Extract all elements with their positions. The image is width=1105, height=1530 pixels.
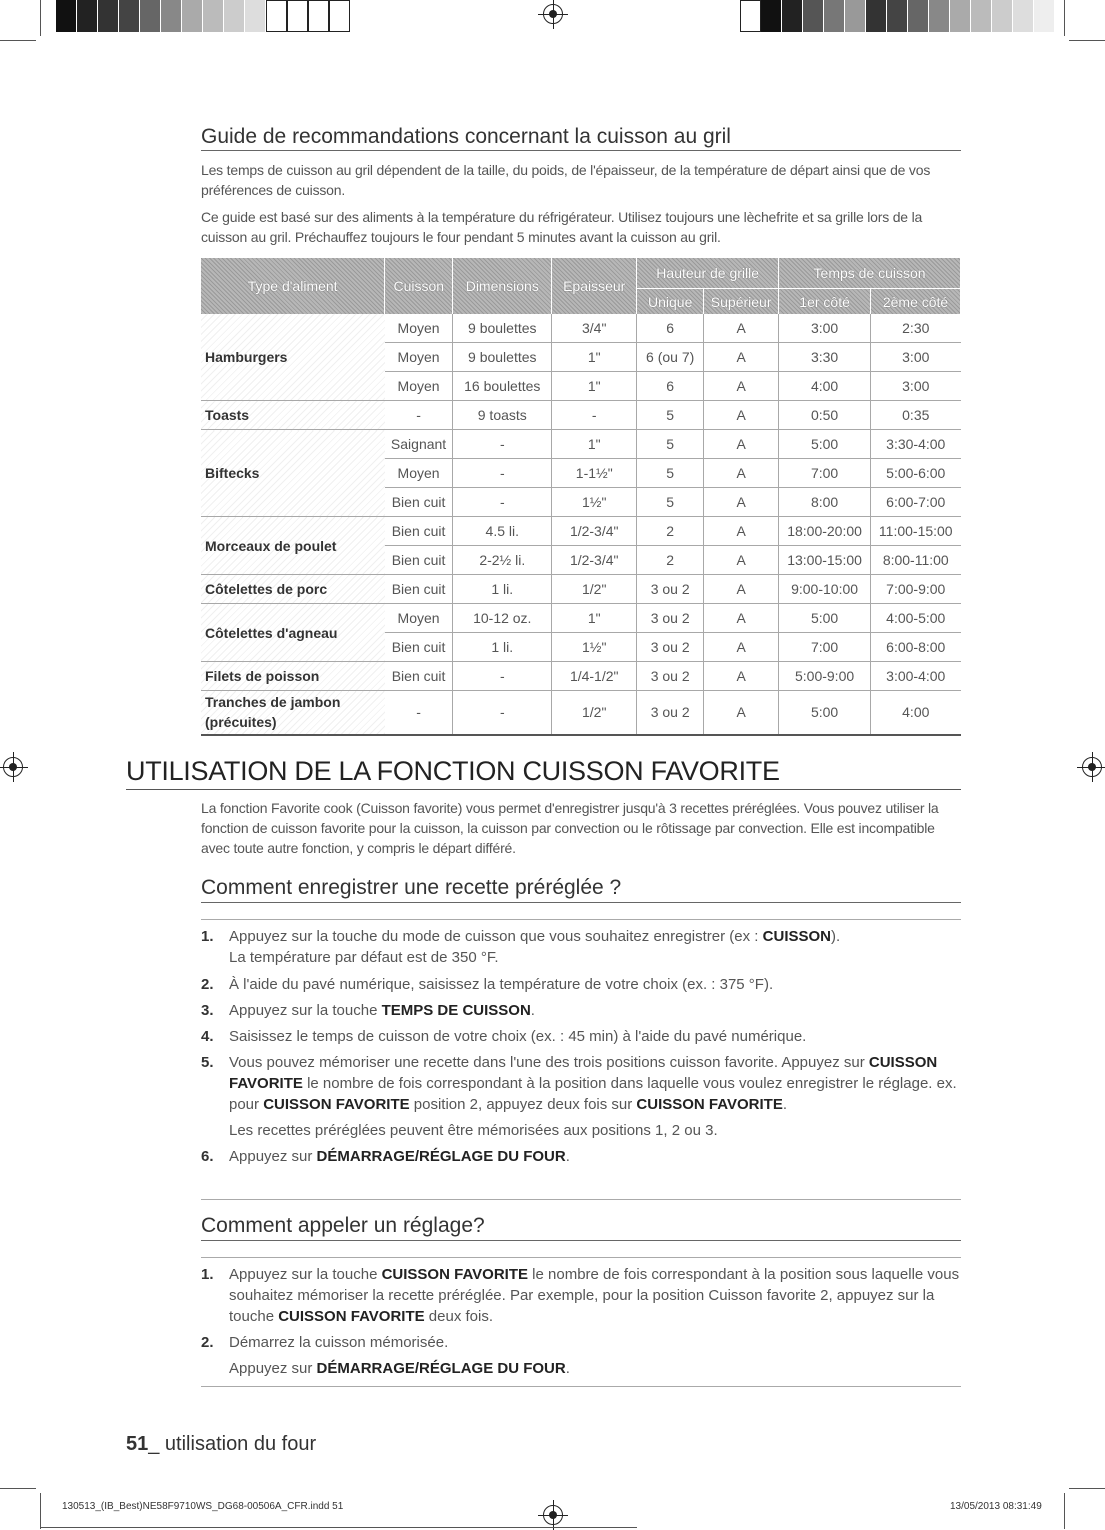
header-epaisseur: Epaisseur (552, 258, 637, 314)
guide-title-rule (201, 150, 961, 151)
table-row (201, 604, 961, 633)
registration-mark-top (543, 4, 563, 24)
registration-mark-left (3, 757, 23, 777)
table-row (201, 401, 961, 430)
table-cell: 1/2" (552, 575, 637, 604)
table-cell: 3:30-4:00 (871, 430, 961, 459)
table-cell: 4.5 li. (453, 517, 552, 546)
table-cell: 0:50 (779, 401, 871, 430)
table-cell: - (453, 662, 552, 691)
table-cell: 3 ou 2 (637, 691, 704, 735)
recall-step-1: 1. Appuyez sur la touche CUISSON FAVORITE le nombre de fois correspondant à la position sous laquelle vous souhaitez mémoriser la recette préréglée. Par exemple, pour la position Cuisson favorite 2, appuyez sur la touche CUISSON FAVORITE deux fois. (201, 1266, 960, 1325)
header-cote1: 1er côté (779, 289, 871, 315)
table-cell: Moyen (385, 372, 453, 401)
crop-mark (1069, 40, 1105, 41)
save-step-5: 5. Vous pouvez mémoriser une recette dans l'une des trois positions cuisson favorite. Appuyez sur CUISSON FAVORITE le nombre de fois correspondant à la position dans laquelle vous voulez enregistrer le réglage. ex. pour CUISSON FAVORITE position 2, appuyez deux fois sur CUISSON FAVORITE. Les recettes préréglées peuvent être mémorisées aux positions 1, 2 ou 3. (201, 1052, 961, 1141)
recall-steps-top-rule (201, 1257, 961, 1258)
table-cell: 7:00-9:00 (871, 575, 961, 604)
table-cell: - (453, 691, 552, 735)
table-cell: 5:00 (779, 691, 871, 735)
table-cell: 18:00-20:00 (779, 517, 871, 546)
table-cell: 5:00-6:00 (871, 459, 961, 488)
table-cell: 0:35 (871, 401, 961, 430)
registration-mark-bottom (543, 1505, 563, 1525)
section-name: _ utilisation du four (148, 1433, 317, 1455)
footer-rule (41, 1527, 637, 1528)
print-date: 13/05/2013 08:31:49 (950, 1501, 1042, 1512)
table-cell: Bien cuit (385, 662, 453, 691)
table-cell: - (453, 459, 552, 488)
table-cell: 1" (552, 372, 637, 401)
table-cell: 1/2-3/4" (552, 546, 637, 575)
recall-steps (201, 1264, 961, 1379)
table-cell: Moyen (385, 604, 453, 633)
guide-note: Ce guide est basé sur des aliments à la température du réfrigérateur. Utilisez toujours une lèchefrite et sa grille lors de la cuisson au gril. Préchauffez toujours le four pendant 5 minutes avant la cuisson au gril. (201, 209, 923, 245)
header-cuisson: Cuisson (385, 258, 453, 314)
main-title: UTILISATION DE LA FONCTION CUISSON FAVORITE (126, 756, 780, 786)
save-step-4: 4. Saisissez le temps de cuisson de votre choix (ex. : 45 min) à l'aide du pavé numérique. (201, 1028, 807, 1045)
crop-mark (40, 1493, 41, 1529)
crop-mark (0, 40, 36, 41)
recall-step-2: 2. Démarrez la cuisson mémorisée. Appuyez sur DÉMARRAGE/RÉGLAGE DU FOUR. (201, 1332, 961, 1379)
table-cell: 4:00 (871, 691, 961, 735)
table-cell: 1/4-1/2" (552, 662, 637, 691)
table-cell: 1/2-3/4" (552, 517, 637, 546)
table-cell: 5:00-9:00 (779, 662, 871, 691)
table-cell: 6:00-7:00 (871, 488, 961, 517)
table-cell: 1" (552, 343, 637, 372)
table-cell: 5 (637, 430, 704, 459)
table-cell: A (704, 662, 779, 691)
table-cell: 3 ou 2 (637, 662, 704, 691)
table-row (201, 691, 961, 735)
table-cell: 1 li. (453, 575, 552, 604)
page-number: 51 (126, 1433, 149, 1455)
table-cell: A (704, 372, 779, 401)
save-step-1: 1. Appuyez sur la touche du mode de cuisson que vous souhaitez enregistrer (ex : CUISSON). La température par défaut est de 350 °F. (201, 926, 961, 968)
table-cell: A (704, 343, 779, 372)
table-cell: - (385, 691, 453, 735)
table-cell: - (552, 401, 637, 430)
header-superieur: Supérieur (704, 289, 779, 315)
table-cell: 6 (637, 314, 704, 343)
table-row (201, 314, 961, 343)
table-cell: A (704, 517, 779, 546)
table-cell: 4:00-5:00 (871, 604, 961, 633)
table-cell: A (704, 691, 779, 735)
table-cell: 1" (552, 604, 637, 633)
food-type: Côtelettes de porc (201, 575, 385, 604)
table-cell: 10-12 oz. (453, 604, 552, 633)
table-cell: A (704, 604, 779, 633)
table-cell: A (704, 546, 779, 575)
table-cell: Moyen (385, 343, 453, 372)
table-cell: 3:00-4:00 (871, 662, 961, 691)
save-title-rule (201, 902, 961, 903)
header-hauteur: Hauteur de grille (637, 258, 779, 289)
save-step-3: 3. Appuyez sur la touche TEMPS DE CUISSON. (201, 1002, 535, 1019)
table-cell: Bien cuit (385, 517, 453, 546)
header-type: Type d'aliment (201, 258, 385, 314)
table-cell: 1½" (552, 488, 637, 517)
save-steps-bottom-rule (201, 1199, 961, 1200)
table-cell: 5:00 (779, 604, 871, 633)
table-cell: 6:00-8:00 (871, 633, 961, 662)
table-cell: 3:30 (779, 343, 871, 372)
table-cell: 11:00-15:00 (871, 517, 961, 546)
table-cell: 1 li. (453, 633, 552, 662)
table-cell: 5 (637, 488, 704, 517)
table-cell: - (453, 488, 552, 517)
table-cell: Bien cuit (385, 546, 453, 575)
header-dimensions: Dimensions (453, 258, 552, 314)
save-step-2: 2. À l'aide du pavé numérique, saisissez la température de votre choix (ex. : 375 °F). (201, 976, 774, 993)
table-cell: 6 (637, 372, 704, 401)
food-type: Côtelettes d'agneau (201, 604, 385, 662)
crop-mark (0, 1488, 36, 1489)
recall-steps-bottom-rule (201, 1386, 961, 1387)
table-row (201, 430, 961, 459)
table-cell: A (704, 633, 779, 662)
table-cell: - (453, 430, 552, 459)
table-row (201, 517, 961, 546)
table-row (201, 662, 961, 691)
color-bar-right (740, 0, 1055, 32)
table-cell: 1" (552, 430, 637, 459)
table-cell: 2 (637, 517, 704, 546)
table-cell: 5 (637, 401, 704, 430)
header-unique: Unique (637, 289, 704, 315)
table-cell: 3:00 (871, 372, 961, 401)
save-step-5-note: Les recettes préréglées peuvent être mémorisées aux positions 1, 2 ou 3. (229, 1122, 718, 1139)
table-cell: 1½" (552, 633, 637, 662)
table-cell: A (704, 430, 779, 459)
table-cell: Moyen (385, 459, 453, 488)
save-title: Comment enregistrer une recette préréglée ? (201, 876, 622, 899)
crop-mark (1064, 0, 1065, 36)
table-cell: 16 boulettes (453, 372, 552, 401)
table-cell: 6 (ou 7) (637, 343, 704, 372)
table-cell: - (385, 401, 453, 430)
table-cell: 4:00 (779, 372, 871, 401)
table-cell: Bien cuit (385, 633, 453, 662)
table-cell: A (704, 575, 779, 604)
table-cell: A (704, 459, 779, 488)
file-info: 130513_(IB_Best)NE58F9710WS_DG68-00506A_CFR.indd 51 (62, 1501, 344, 1512)
save-step-6: 6. Appuyez sur DÉMARRAGE/RÉGLAGE DU FOUR. (201, 1148, 570, 1165)
table-cell: A (704, 401, 779, 430)
table-cell: 3:00 (871, 343, 961, 372)
table-cell: 9 boulettes (453, 343, 552, 372)
table-cell: 5:00 (779, 430, 871, 459)
table-row (201, 575, 961, 604)
table-cell: 2 (637, 546, 704, 575)
table-cell: Bien cuit (385, 488, 453, 517)
recall-title: Comment appeler un réglage? (201, 1214, 485, 1237)
table-cell: 9 toasts (453, 401, 552, 430)
table-cell: 2-2½ li. (453, 546, 552, 575)
food-type: Tranches de jambon (précuites) (201, 691, 385, 735)
color-bar-left (56, 0, 350, 32)
table-cell: Moyen (385, 314, 453, 343)
table-cell: 5 (637, 459, 704, 488)
crop-mark (40, 0, 41, 36)
table-cell: 7:00 (779, 633, 871, 662)
registration-mark-right (1082, 757, 1102, 777)
header-cote2: 2ème côté (871, 289, 961, 315)
food-type: Filets de poisson (201, 662, 385, 691)
table-cell: 9 boulettes (453, 314, 552, 343)
crop-mark (1064, 1493, 1065, 1529)
food-type: Morceaux de poulet (201, 517, 385, 575)
table-cell: 3 ou 2 (637, 575, 704, 604)
main-intro: La fonction Favorite cook (Cuisson favorite) vous permet d'enregistrer jusqu'à 3 recettes préréglées. Vous pouvez utiliser la fonction de cuisson favorite pour la cuisson, la cuisson par convection ou le rôtissage par convection. Elle est incompatible avec toute autre fonction, y compris le départ différé. (201, 800, 939, 856)
table-cell: 3 ou 2 (637, 604, 704, 633)
table-cell: 3/4" (552, 314, 637, 343)
table-cell: 7:00 (779, 459, 871, 488)
table-cell: 8:00 (779, 488, 871, 517)
save-steps (201, 926, 961, 1167)
table-cell: 13:00-15:00 (779, 546, 871, 575)
save-step-1-note: La température par défaut est de 350 °F. (229, 949, 499, 966)
recall-step-2-note: Appuyez sur DÉMARRAGE/RÉGLAGE DU FOUR. (229, 1360, 570, 1377)
table-cell: 8:00-11:00 (871, 546, 961, 575)
table-cell: 3 ou 2 (637, 633, 704, 662)
table-cell: 1/2" (552, 691, 637, 735)
table-cell: Saignant (385, 430, 453, 459)
table-cell: 9:00-10:00 (779, 575, 871, 604)
crop-mark (1069, 1488, 1105, 1489)
page-footer (126, 1433, 316, 1456)
guide-title: Guide de recommandations concernant la cuisson au gril (201, 125, 731, 148)
save-steps-top-rule (201, 919, 961, 920)
food-type: Hamburgers (201, 314, 385, 401)
table-cell: Bien cuit (385, 575, 453, 604)
table-cell: 3:00 (779, 314, 871, 343)
main-title-rule (126, 789, 961, 790)
table-cell: A (704, 314, 779, 343)
header-temps: Temps de cuisson (779, 258, 961, 289)
grill-table (201, 258, 961, 736)
guide-intro: Les temps de cuisson au gril dépendent de la taille, du poids, de l'épaisseur, de la température de départ ainsi que de vos préférences de cuisson. (201, 162, 931, 198)
food-type: Biftecks (201, 430, 385, 517)
table-cell: A (704, 488, 779, 517)
recall-title-rule (201, 1240, 961, 1241)
food-type: Toasts (201, 401, 385, 430)
table-cell: 2:30 (871, 314, 961, 343)
table-cell: 1-1½" (552, 459, 637, 488)
